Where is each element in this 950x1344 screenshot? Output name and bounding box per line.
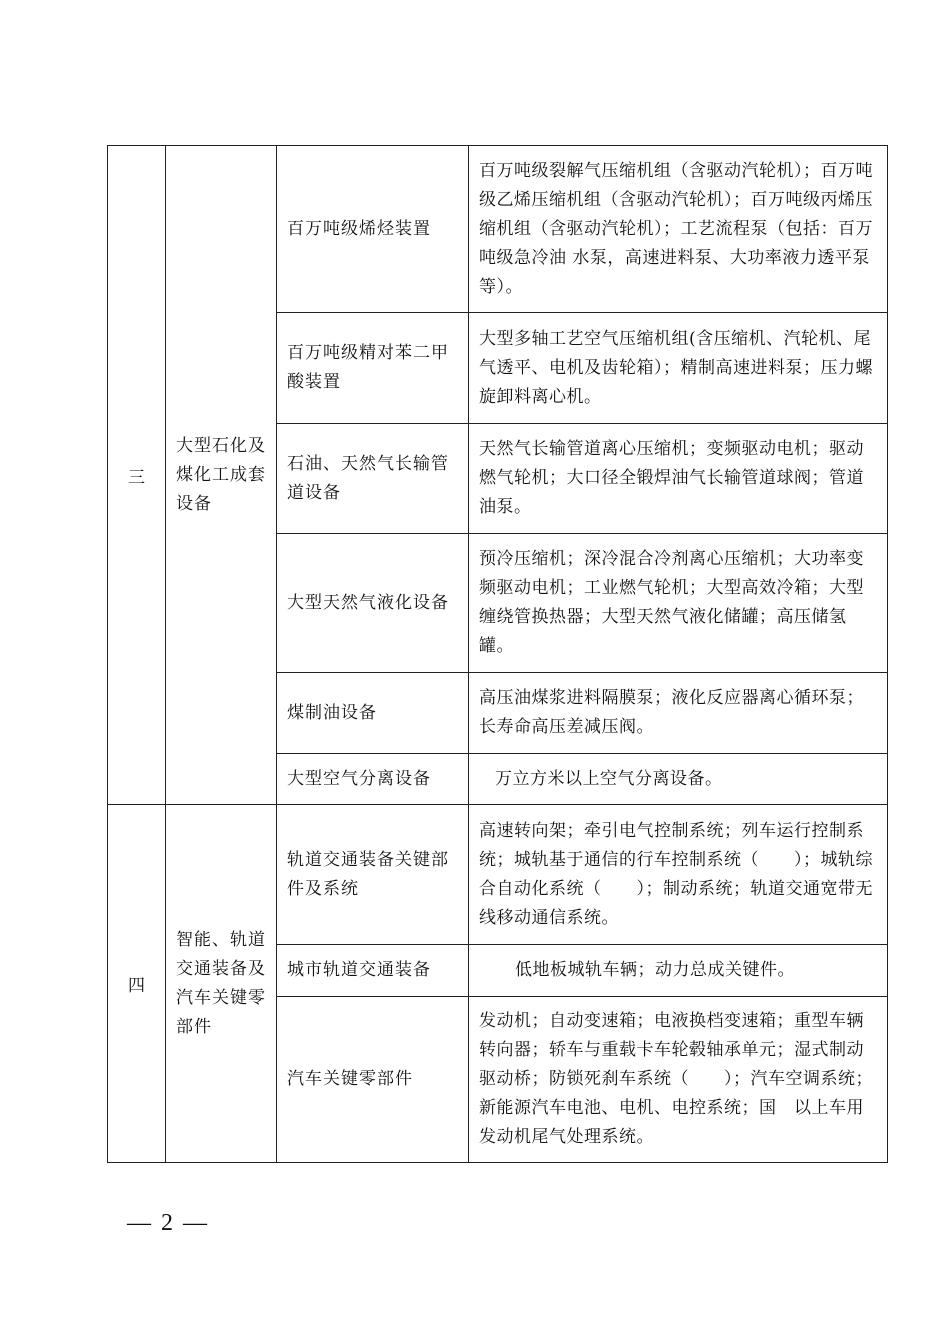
- item-name: 大型天然气液化设备: [277, 534, 469, 673]
- item-name: 城市轨道交通装备: [277, 945, 469, 997]
- table-row: [108, 146, 888, 313]
- item-name: 大型空气分离设备: [277, 754, 469, 805]
- item-name: 石油、天然气长输管道设备: [277, 424, 469, 534]
- item-description: 万立方米以上空气分离设备。: [469, 754, 888, 805]
- item-description: 大型多轴工艺空气压缩机组(含压缩机、汽轮机、尾气透平、电机及齿轮箱）；精制高速进料泵；压力螺旋卸料离心机。: [469, 313, 888, 424]
- section-number: 三: [108, 146, 166, 805]
- item-name: 百万吨级烯烃装置: [277, 146, 469, 313]
- item-name: 煤制油设备: [277, 673, 469, 754]
- item-name: 轨道交通装备关键部件及系统: [277, 805, 469, 945]
- item-description: 高压油煤浆进料隔膜泵；液化反应器离心循环泵；长寿命高压差减压阀。: [469, 673, 888, 754]
- item-description: 天然气长输管道离心压缩机；变频驱动电机；驱动燃气轮机；大口径全锻焊油气长输管道球阀；管道油泵。: [469, 424, 888, 534]
- item-description: 百万吨级裂解气压缩机组（含驱动汽轮机）；百万吨级乙烯压缩机组（含驱动汽轮机）；百万吨级丙烯压缩机组（含驱动汽轮机）；工艺流程泵（包括：百万吨级急冷油 水泵，高速进料泵、大功率液力透平泵等）。: [469, 146, 888, 313]
- section-category: 大型石化及煤化工成套设备: [166, 146, 277, 805]
- item-description: 预冷压缩机；深冷混合冷剂离心压缩机；大功率变频驱动电机；工业燃气轮机；大型高效冷箱；大型缠绕管换热器；大型天然气液化储罐；高压储氢罐。: [469, 534, 888, 673]
- page-number: — 2 —: [127, 1210, 209, 1236]
- item-description: 低地板城轨车辆；动力总成关键件。: [469, 945, 888, 997]
- item-description: 高速转向架；牵引电气控制系统；列车运行控制系统；城轨基于通信的行车控制系统（ ）；城轨综合自动化系统（ ）；制动系统；轨道交通宽带无线移动通信系统。: [469, 805, 888, 945]
- item-name: 汽车关键零部件: [277, 997, 469, 1163]
- item-name: 百万吨级精对苯二甲酸装置: [277, 313, 469, 424]
- item-description: 发动机；自动变速箱；电液换档变速箱；重型车辆转向器；轿车与重载卡车轮毂轴承单元；湿式制动驱动桥；防锁死刹车系统（ ）；汽车空调系统；新能源汽车电池、电机、电控系统；国 以上车用发动机尾气处理系统。: [469, 997, 888, 1163]
- equipment-table: [107, 145, 888, 1163]
- section-category: 智能、轨道交通装备及汽车关键零部件: [166, 805, 277, 1163]
- section-number: 四: [108, 805, 166, 1163]
- table-row: [108, 805, 888, 945]
